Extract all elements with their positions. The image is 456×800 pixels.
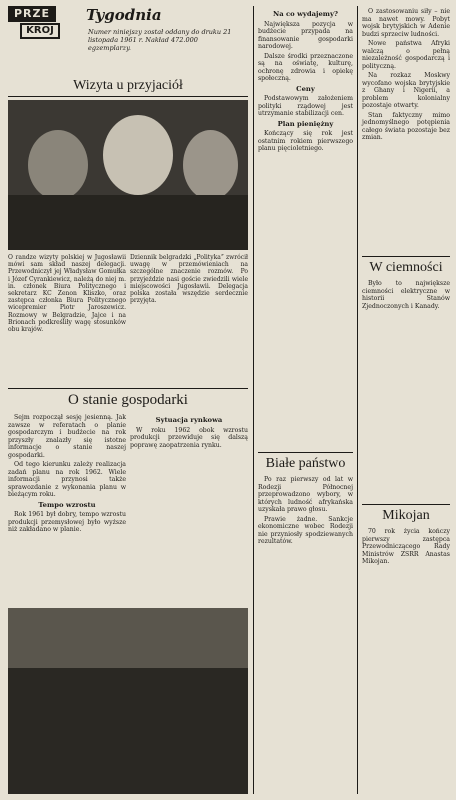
mikojan-headline: Mikojan xyxy=(382,508,430,523)
divider xyxy=(8,96,248,97)
mikojan-column xyxy=(362,528,450,568)
logo-bottom: KRÓJ xyxy=(20,23,60,39)
visit-caption-right: Dziennik belgradzki „Politykaˮ zwrócił uwagę w przemówieniach na szczególne znaczenie rozmów. Po przyjeździe nasi goście zwiedzili wiele miejscowości Jugosławii. Delegacja polska została wszędzie serdecznie przyjęta. xyxy=(130,254,248,305)
middle-paragraph: Największa pozycja w budżecie przypada na finansowanie gospodarki narodowej. xyxy=(258,20,353,50)
far-right-column xyxy=(362,8,450,144)
farright-paragraph: Było to największe ciemności elektryczne w historii Stanów Zjednoczonych i Kanady. xyxy=(362,280,450,310)
white-state-headline: Białe państwo xyxy=(265,456,346,471)
middle-column xyxy=(258,8,353,155)
economy-paragraph: W roku 1962 obok wzrostu produkcji przewiduje się dalszą poprawę zaopatrzenia rynku. xyxy=(130,426,248,449)
subhead-wydatki: Na co wydajemy? xyxy=(273,10,338,18)
farright-paragraph: Stan faktyczny mimo jednomyślnego potępienia całego świata pozostaje bez zmian. xyxy=(362,111,450,141)
divider xyxy=(258,452,353,453)
economy-col-1 xyxy=(8,414,126,536)
column-divider xyxy=(253,6,254,794)
visit-headline: Wizyta u przyjaciół xyxy=(73,78,183,93)
right-paragraph: Nowe państwa Afryki walczą o pełną niezależność gospodarczą i polityczną. xyxy=(362,40,450,70)
economy-col-2 xyxy=(130,414,248,451)
column-divider xyxy=(357,6,358,794)
divider xyxy=(362,504,450,505)
middle-paragraph: Dalsze środki przeznaczone są na oświatę, kulturę, ochronę zdrowia i opiekę społeczną. xyxy=(258,52,353,82)
economy-paragraph: Od tego kierunku zależy realizacja zadań planu na rok 1962. Wiele informacji przynosi także sprawozdanie z wykonania planu w bieżącym roku. xyxy=(8,461,126,498)
white-state-column xyxy=(258,476,353,548)
logo-top: PRZE xyxy=(8,6,56,22)
delegation-photo xyxy=(8,100,248,250)
darkness-column xyxy=(362,280,450,312)
economy-headline: O stanie gospodarki xyxy=(68,392,188,408)
right-paragraph: O zastosowaniu siły – nie ma nawet mowy. Pobyt wojsk brytyjskich w Adenie budzi sprzeciw ludności. xyxy=(362,8,450,38)
sejm-photo xyxy=(8,608,248,794)
right-paragraph: Po raz pierwszy od lat w Rodezji Północnej przeprowadzono wybory, w których ludność afrykańska uzyskała prawo głosu. xyxy=(258,476,353,513)
subhead-ceny: Ceny xyxy=(296,84,315,93)
divider xyxy=(8,388,248,389)
darkness-headline: W ciemności xyxy=(369,260,443,275)
subhead-plan: Plan pieniężny xyxy=(277,119,334,128)
masthead-logo xyxy=(8,6,76,40)
right-paragraph: Prawie żadne. Sankcje ekonomiczne wobec Rodezji nie przyniosły spodziewanych rezultatów. xyxy=(258,515,353,545)
visit-caption-left: O randze wizyty polskiej w Jugosławii mówi sam skład naszej delegacji. Przewodniczył jej Władysław Gomułka i Józef Cyrankiewicz, należą do niej m. in. członek Biura Politycznego i sekretarz KC Zenon Kliszko, oraz zastępca członka Biura Politycznego wicepremier Piotr Jaroszewicz. Rozmowy w Belgradzie, Jajce i na Brionach podkreśliły wagę stosunków obu krajów. xyxy=(8,254,126,334)
print-note: Numer niniejszy został oddany do druku 21 listopada 1961 r. Nakład 472.000 egzemplarzy. xyxy=(88,28,232,52)
middle-paragraph: Kończący się rok jest ostatnim rokiem pierwszego planu pięcioletniego. xyxy=(258,130,353,152)
farright-paragraph: 70 rok życia kończy pierwszy zastępca Przewodniczącego Rady Ministrów ZSRR Anastas Mikojan. xyxy=(362,528,450,565)
subhead-rynek: Sytuacja rynkowa xyxy=(155,416,223,424)
divider xyxy=(362,256,450,257)
economy-paragraph: Rok 1961 był dobry, tempo wzrostu produkcji przemysłowej było wyższe niż zakładano w planie. xyxy=(8,511,126,533)
economy-paragraph: Sejm rozpoczął sesję jesienną. Jak zawsze w referatach o planie gospodarczym i budżecie na rok przyszły znalazły się istotne informacje o stanie naszej gospodarki. xyxy=(8,414,126,459)
subhead-tempo: Tempo wzrostu xyxy=(38,500,96,509)
farright-paragraph: Na rozkaz Moskwy wycofano wojska brytyjskie z Ghany i Nigerii, a problem kolonialny pozostaje otwarty. xyxy=(362,72,450,109)
middle-paragraph: Podstawowym założeniem polityki rządowej jest utrzymanie stabilizacji cen. xyxy=(258,95,353,117)
section-title: Tygodnia xyxy=(86,6,162,24)
